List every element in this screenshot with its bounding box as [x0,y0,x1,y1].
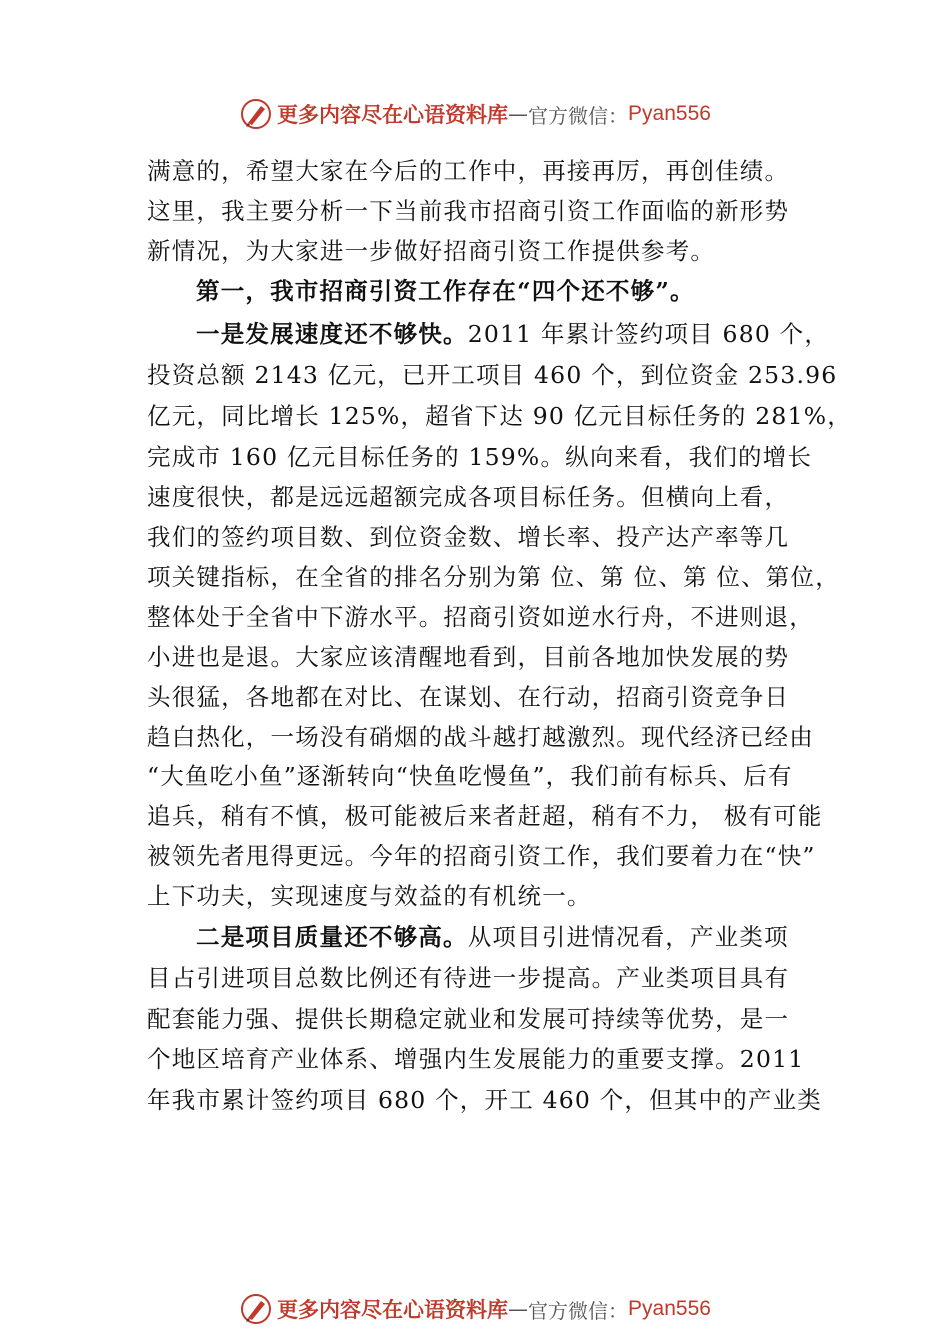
paragraph-2-text: 从项目引进情况看，产业类项 [467,923,789,951]
text-line: 头很猛，各地都在对比、在谋划、在行动，招商引资竞争日 [147,683,790,711]
pen-logo-icon [239,97,273,131]
header-brand: 更多内容尽在心语资料库 [277,102,509,127]
footer-dash: — [508,1297,529,1321]
header-wechat-label: 官方微信： [528,103,629,128]
text-line: 被领先者甩得更远。今年的招商引资工作，我们要着力在“快” [147,842,816,870]
text-line: 年我市累计签约项目 680 个，开工 460 个，但其中的产业类 [147,1086,822,1114]
text-line: 配套能力强、提供长期稳定就业和发展可持续等优势，是一 [147,1005,790,1033]
paragraph-1-text: 2011 年累计签约项目 680 个， [467,320,830,348]
text-line: 追兵，稍有不慎，极可能被后来者赶超，稍有不力， 极有可能 [147,802,823,830]
text-line: 速度很快，都是远远超额完成各项目标任务。但横向上看， [147,483,790,511]
header-dash: — [508,102,529,126]
text-line: 上下功夫，实现速度与效益的有机统一。 [147,882,592,910]
text-line: 投资总额 2143 亿元，已开工项目 460 个，到位资金 253.96 [147,361,838,389]
footer-brand: 更多内容尽在心语资料库 [277,1297,509,1322]
section-heading-text: 第一，我市招商引资工作存在“四个还不够”。 [196,277,695,305]
text-line: 项关键指标，在全省的排名分别为第 位、第 位、第 位、第位， [147,563,840,591]
header-account: Pyan556 [628,102,711,125]
paragraph-1-start [196,315,829,353]
text-line: “大鱼吃小鱼”逐渐转向“快鱼吃慢鱼”，我们前有标兵、后有 [147,762,793,790]
footer-banner [0,1291,950,1327]
text-line: 亿元，同比增长 125%，超省下达 90 亿元目标任务的 281%， [147,402,852,430]
text-line: 趋白热化，一场没有硝烟的战斗越打越激烈。现代经济已经由 [147,723,814,751]
footer-account: Pyan556 [628,1297,711,1320]
text-line: 完成市 160 亿元目标任务的 159%。纵向来看，我们的增长 [147,443,813,471]
text-line: 新情况，为大家进一步做好招商引资工作提供参考。 [147,237,716,265]
text-line: 目占引进项目总数比例还有待进一步提高。产业类项目具有 [147,964,790,992]
text-line: 小进也是退。大家应该清醒地看到，目前各地加快发展的势 [147,643,790,671]
text-line: 这里，我主要分析一下当前我市招商引资工作面临的新形势 [147,197,790,225]
text-line: 满意的，希望大家在今后的工作中，再接再厉，再创佳绩。 [147,157,790,185]
section-heading [196,272,695,310]
footer-wechat-label: 官方微信： [528,1298,629,1323]
text-line: 整体处于全省中下游水平。招商引资如逆水行舟，不进则退， [147,603,814,631]
text-line: 个地区培育产业体系、增强内生发展能力的重要支撑。2011 [147,1045,805,1073]
paragraph-2-start [196,918,789,956]
header-banner [0,96,950,132]
paragraph-1-lead: 一是发展速度还不够快。 [196,320,468,348]
pen-logo-icon [239,1292,273,1326]
paragraph-2-lead: 二是项目质量还不够高。 [196,923,468,951]
text-line: 我们的签约项目数、到位资金数、增长率、投产达产率等几 [147,523,790,551]
